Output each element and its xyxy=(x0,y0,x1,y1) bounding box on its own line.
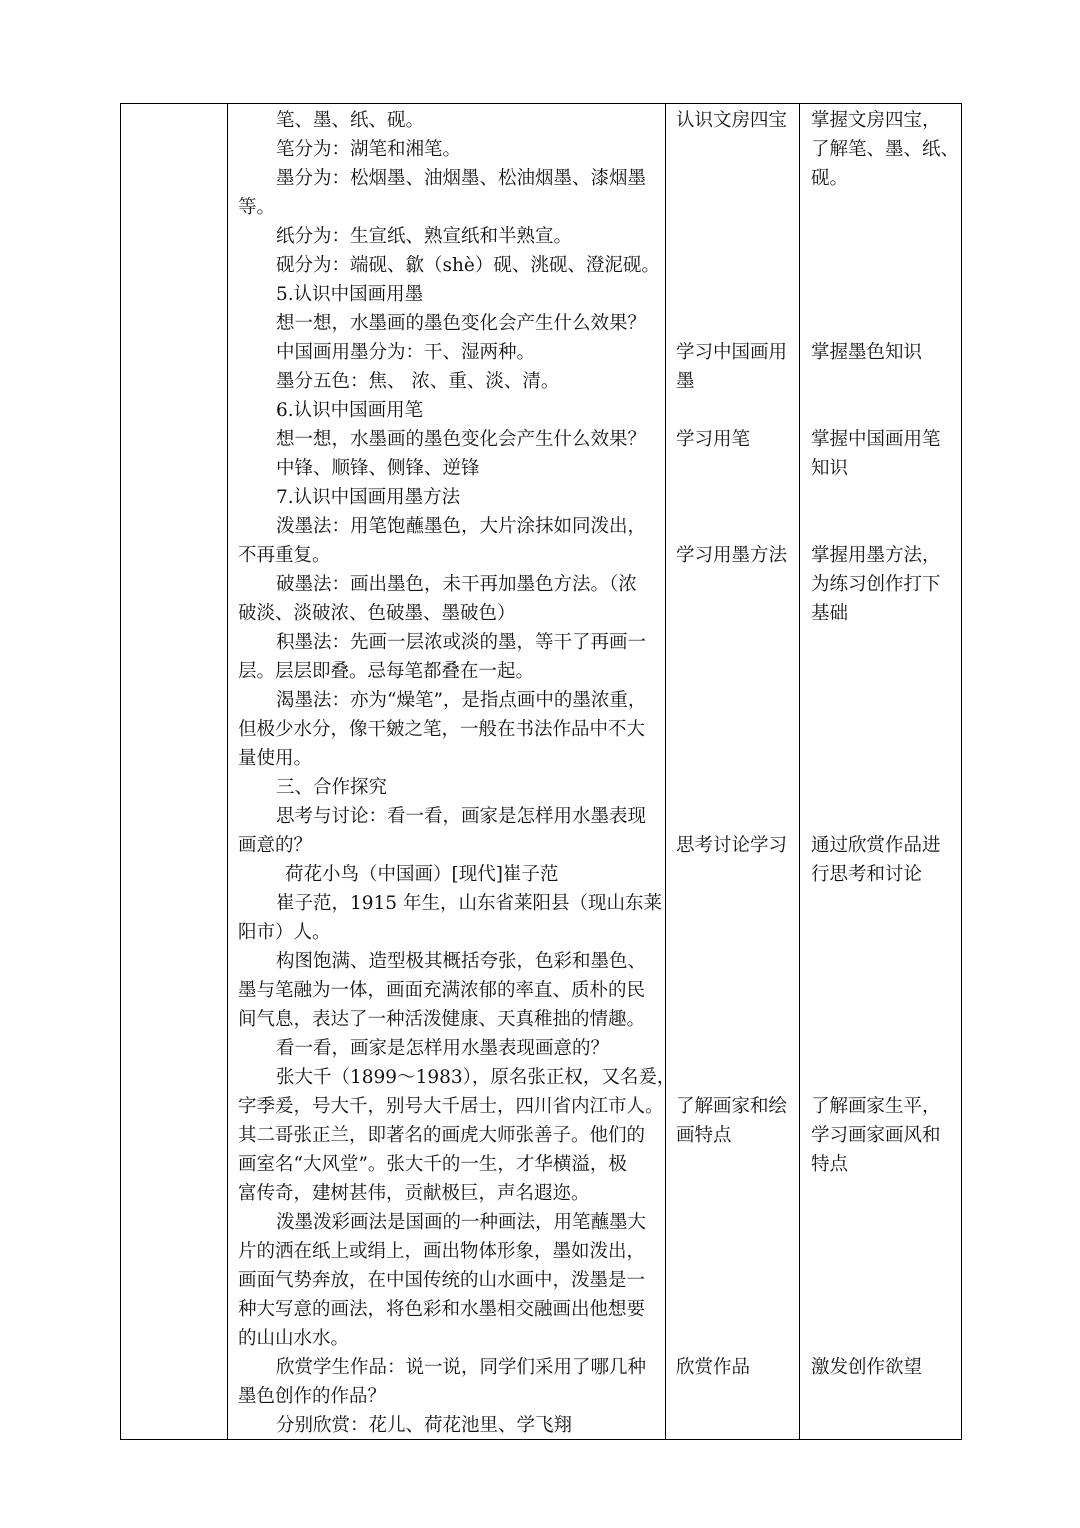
content-line: 等。 xyxy=(238,197,276,218)
content-line: 纸分为：生宣纸、熟宣纸和半熟宣。 xyxy=(276,226,573,247)
content-line: 间气息，表达了一种活泼健康、天真稚拙的情趣。 xyxy=(238,1009,646,1030)
content-line: 张大千（1899～1983），原名张正权，又名爰， xyxy=(276,1067,676,1088)
table-column-empty xyxy=(120,103,228,1440)
activity-line: 学习用笔 xyxy=(676,429,751,450)
content-line: 笔分为：湖笔和湘笔。 xyxy=(276,139,462,160)
content-line: 荷花小鸟（中国画）[现代]崔子范 xyxy=(285,864,559,885)
content-line: 思考与讨论：看一看，画家是怎样用水墨表现 xyxy=(276,806,647,827)
content-line: 墨色创作的作品？ xyxy=(238,1386,387,1407)
content-line: 墨分五色：焦、 浓、重、淡、清。 xyxy=(276,371,560,392)
content-line: 破墨法：画出墨色，未干再加墨色方法。（浓 xyxy=(276,574,637,595)
content-line: 画面气势奔放，在中国传统的山水画中，泼墨是一 xyxy=(238,1270,646,1291)
content-line: 墨分为：松烟墨、油烟墨、松油烟墨、漆烟墨 xyxy=(276,168,647,189)
activity-line: 思考讨论学习 xyxy=(676,835,788,856)
content-line: 5.认识中国画用墨 xyxy=(276,284,424,305)
content-line: 砚分为：端砚、歙（shè）砚、洮砚、澄泥砚。 xyxy=(276,255,660,276)
goal-line: 掌握中国画用笔 xyxy=(811,429,941,450)
goal-line: 掌握文房四宝， xyxy=(811,110,941,131)
content-line: 阳市）人。 xyxy=(238,922,331,943)
content-line: 的山山水水。 xyxy=(238,1328,350,1349)
goal-line: 通过欣赏作品进 xyxy=(811,835,941,856)
content-line: 片的洒在纸上或绢上，画出物体形象，墨如泼出， xyxy=(238,1241,646,1262)
content-line: 量使用。 xyxy=(238,748,313,769)
table-column-activity xyxy=(665,103,800,1440)
content-line: 墨与笔融为一体，画面充满浓郁的率直、质朴的民 xyxy=(238,980,646,1001)
content-line: 看一看，画家是怎样用水墨表现画意的？ xyxy=(276,1038,610,1059)
goal-line: 掌握墨色知识 xyxy=(811,342,923,363)
goal-line: 特点 xyxy=(811,1154,849,1175)
table-column-goal xyxy=(799,103,962,1440)
content-line: 6.认识中国画用笔 xyxy=(276,400,424,421)
activity-line: 学习用墨方法 xyxy=(676,545,788,566)
content-line: 崔子范，1915 年生，山东省莱阳县（现山东莱 xyxy=(276,893,662,914)
content-line: 构图饱满、造型极其概括夸张，色彩和墨色、 xyxy=(276,951,647,972)
content-line: 层。层层即叠。忌每笔都叠在一起。 xyxy=(238,661,535,682)
content-line: 种大写意的画法，将色彩和水墨相交融画出他想要 xyxy=(238,1299,646,1320)
goal-line: 了解笔、墨、纸、 xyxy=(811,139,960,160)
content-line: 富传奇，建树甚伟，贡献极巨，声名遐迩。 xyxy=(238,1183,590,1204)
goal-line: 行思考和讨论 xyxy=(811,864,923,885)
activity-line: 了解画家和绘 xyxy=(676,1096,788,1117)
goal-line: 学习画家画风和 xyxy=(811,1125,941,1146)
goal-line: 砚。 xyxy=(811,168,849,189)
content-line: 破淡、淡破浓、色破墨、墨破色） xyxy=(238,603,516,624)
content-line: 中国画用墨分为：干、湿两种。 xyxy=(276,342,536,363)
goal-line: 激发创作欲望 xyxy=(811,1357,923,1378)
goal-line: 基础 xyxy=(811,603,849,624)
content-line: 其二哥张正兰，即著名的画虎大师张善子。他们的 xyxy=(238,1125,646,1146)
content-line: 渴墨法：亦为“燥笔”，是指点画中的墨浓重， xyxy=(276,690,647,711)
content-line: 7.认识中国画用墨方法 xyxy=(276,487,461,508)
content-line: 欣赏学生作品：说一说，同学们采用了哪几种 xyxy=(276,1357,647,1378)
activity-line: 学习中国画用 xyxy=(676,342,788,363)
content-line: 分别欣赏：花儿、荷花池里、学飞翔 xyxy=(276,1415,573,1436)
content-line: 画意的？ xyxy=(238,835,313,856)
content-line: 泼墨泼彩画法是国画的一种画法，用笔蘸墨大 xyxy=(276,1212,647,1233)
content-line: 画室名“大风堂”。张大千的一生，才华横溢，极 xyxy=(238,1154,627,1175)
content-line: 泼墨法：用笔饱蘸墨色，大片涂抹如同泼出， xyxy=(276,516,647,537)
content-line: 不再重复。 xyxy=(238,545,331,566)
content-line: 笔、墨、纸、砚。 xyxy=(276,110,425,131)
goal-line: 了解画家生平， xyxy=(811,1096,941,1117)
activity-line: 墨 xyxy=(676,371,695,392)
content-line: 字季爰，号大千，别号大千居士，四川省内江市人。 xyxy=(238,1096,664,1117)
content-line: 三、合作探究 xyxy=(276,777,388,798)
goal-line: 知识 xyxy=(811,458,849,479)
content-line: 但极少水分，像干皴之笔，一般在书法作品中不大 xyxy=(238,719,646,740)
goal-line: 掌握用墨方法， xyxy=(811,545,941,566)
content-line: 想一想，水墨画的墨色变化会产生什么效果？ xyxy=(276,429,647,450)
activity-line: 欣赏作品 xyxy=(676,1357,751,1378)
goal-line: 为练习创作打下 xyxy=(811,574,941,595)
activity-line: 认识文房四宝 xyxy=(676,110,788,131)
activity-line: 画特点 xyxy=(676,1125,732,1146)
content-line: 想一想，水墨画的墨色变化会产生什么效果？ xyxy=(276,313,647,334)
content-line: 积墨法：先画一层浓或淡的墨，等干了再画一 xyxy=(276,632,647,653)
content-line: 中锋、顺锋、侧锋、逆锋 xyxy=(276,458,480,479)
